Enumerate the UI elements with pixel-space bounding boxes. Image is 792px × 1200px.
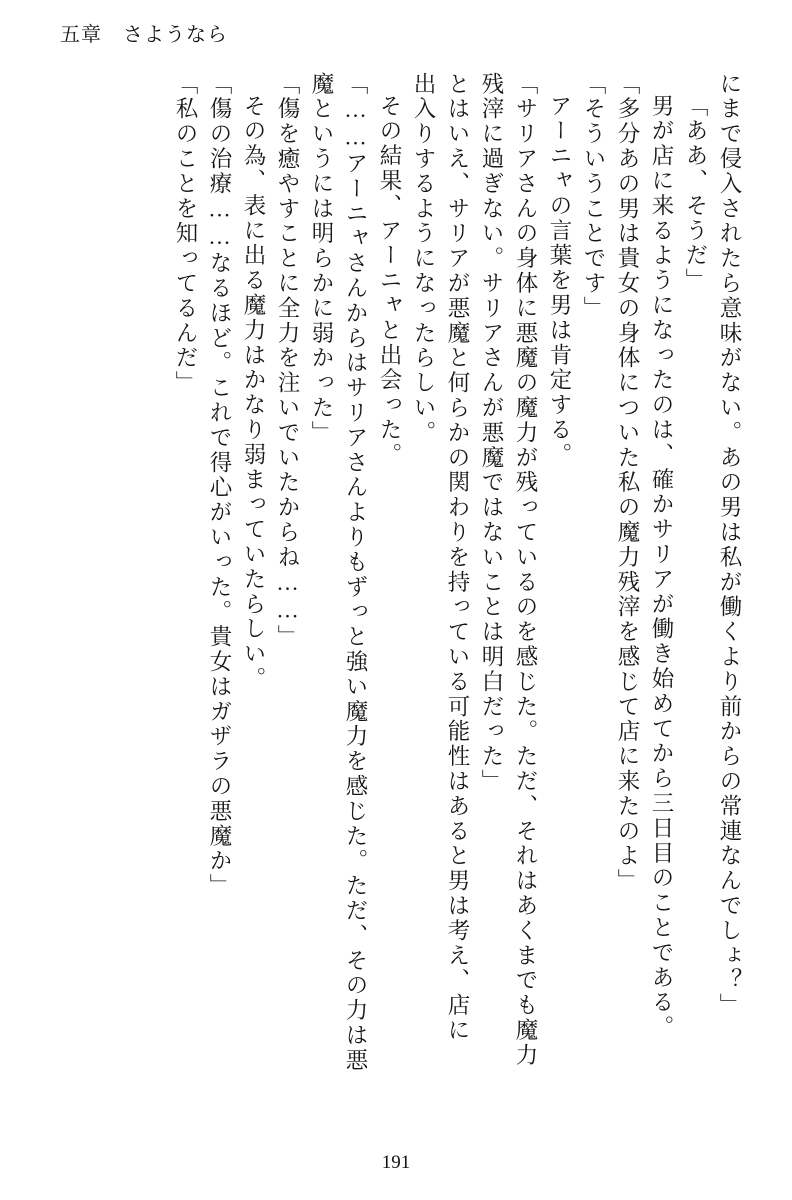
page-number: 191 bbox=[381, 1152, 411, 1173]
text-line: 「多分あの男は貴女の身体についた私の魔力残滓を感じて店に来たのよ」 bbox=[615, 72, 640, 894]
text-line: 魔というには明らかに弱かった」 bbox=[309, 72, 334, 446]
text-line: 「私のことを知ってるんだ」 bbox=[173, 72, 198, 396]
running-head: 五章 さようなら bbox=[60, 24, 228, 46]
text-line: にまで侵入されたら意味がない。あの男は私が働くより前からの常連なんでしょ？」 bbox=[717, 72, 742, 1019]
text-line: 「サリアさんの身体に悪魔の魔力が残っているのを感じた。ただ、それはあくまでも魔力 bbox=[513, 72, 538, 1068]
text-line: 出入りするようになったらしい。 bbox=[411, 72, 436, 446]
text-line: 「傷を癒やすことに全力を注いでいたからね……」 bbox=[275, 72, 300, 650]
text-line: 「そういうことです」 bbox=[581, 72, 606, 321]
text-line: 「傷の治療……なるほど。これで得心がいった。貴女はガザラの悪魔か」 bbox=[207, 72, 232, 899]
text-line: 残滓に過ぎない。サリアさんが悪魔ではないことは明白だった」 bbox=[479, 72, 504, 795]
text-line: その為、表に出る魔力はかなり弱まっていたらしい。 bbox=[241, 94, 266, 692]
text-line: 男が店に来るようになったのは、確かサリアが働き始めてから三日目のことである。 bbox=[649, 94, 674, 1041]
text-line: 「……アーニャさんからはサリアさんよりもずっと強い魔力を感じた。ただ、その力は悪 bbox=[343, 72, 368, 1073]
text-line: アーニャの言葉を男は肯定する。 bbox=[547, 94, 572, 468]
text-line: 「ああ、そうだ」 bbox=[683, 94, 708, 294]
text-line: とはいえ、サリアが悪魔と何らかの関わりを持っている可能性はあると男は考え、店に bbox=[445, 72, 470, 1044]
vertical-text-body bbox=[52, 72, 740, 1132]
text-line: その結果、アーニャと出会った。 bbox=[377, 94, 402, 468]
